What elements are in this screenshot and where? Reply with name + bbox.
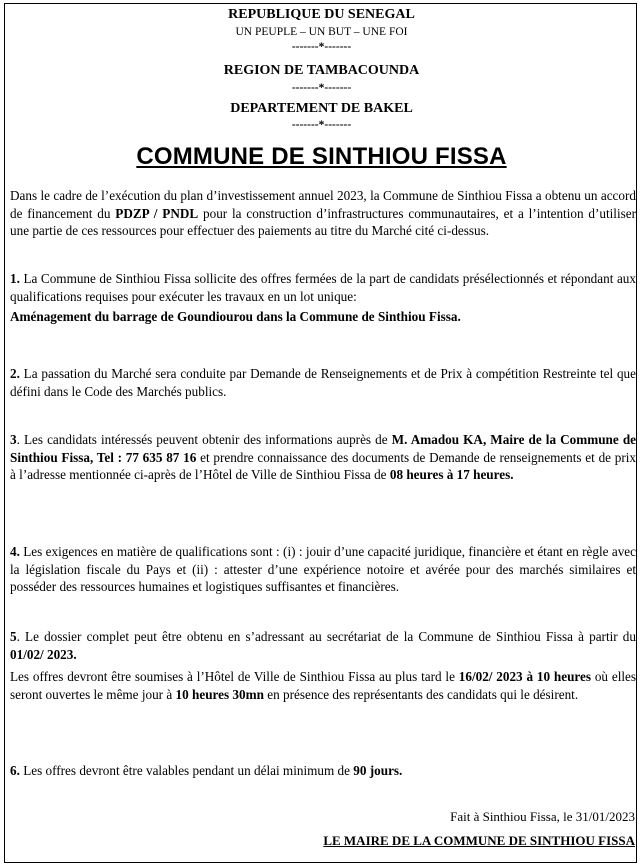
lot-title: Aménagement du barrage de Goundiourou dans la Commune de Sinthiou Fissa. [10, 309, 461, 324]
header-region: REGION DE TAMBACOUNDA [223, 63, 420, 78]
header-separator: -------*------- [291, 119, 352, 131]
section-2: 2. La passation du Marché sera conduite par Demande de Renseignements et de Prix à compétition Restreinte tel que défini dans le Code des Marchés publics. [10, 366, 636, 399]
header-separator: -------*------- [291, 41, 352, 53]
section-4: 4. Les exigences en matière de qualifications sont : (i) : jouir d’une capacité juridique, financière et étant en règle avec la législation fiscale du Pays et (ii) : attester d’une expérience notoire et avérée pour des marchés similaires et posséder des ressources humaines et logistiques suffisantes et financières. [10, 544, 636, 594]
signature-name: LE MAIRE DE LA COMMUNE DE SINTHIOU FISSA [323, 833, 635, 848]
section-1: 1. La Commune de Sinthiou Fissa sollicite des offres fermées de la part de candidats présélectionnés et répondant aux qualifications requises pour exécuter les travaux en un lot unique: Aménagement du barrage de Goundiourou dans la Commune de Sinthiou Fissa. [10, 271, 636, 324]
section-6: 6. Les offres devront être valables pendant un délai minimum de 90 jours. [10, 763, 403, 778]
signature-place-date: Fait à Sinthiou Fissa, le 31/01/2023 [450, 809, 635, 824]
header-republic: REPUBLIQUE DU SENEGAL [228, 7, 415, 22]
header-motto: UN PEUPLE – UN BUT – UNE FOI [235, 26, 408, 38]
intro-paragraph: Dans le cadre de l’exécution du plan d’investissement annuel 2023, la Commune de Sinthiou Fissa a obtenu un accord de financement du PDZP / PNDL pour la construction d’infrastructures communautaires, et a l’intention d’utiliser une partie de ces ressources pour effectuer des paiements au titre du Marché cité ci-dessus. [10, 188, 637, 238]
section-5: 5. Le dossier complet peut être obtenu en s’adressant au secrétariat de la Commune de Sinthiou Fissa à partir du 01/02/ 2023. Les offres devront être soumises à l’Hôtel de Ville de Sinthiou Fissa au plus tard le 16/02/ 2023 à 10 heures où elles seront ouvertes le même jour à 10 heures 30mn en présence des représentants des candidats qui le désirent. [10, 629, 637, 702]
header-separator: -------*------- [291, 82, 352, 94]
header-department: DEPARTEMENT DE BAKEL [230, 101, 413, 116]
section-3: 3. Les candidats intéressés peuvent obtenir des informations auprès de M. Amadou KA, Maire de la Commune de Sinthiou Fissa, Tel : 77 635 87 16 et prendre connaissance des documents de Demande de renseignements et de prix à l’adresse mentionnée ci-après de l’Hôtel de Ville de Sinthiou Fissa de 08 heures à 17 heures. [10, 432, 637, 482]
page-title: COMMUNE DE SINTHIOU FISSA [136, 143, 507, 170]
